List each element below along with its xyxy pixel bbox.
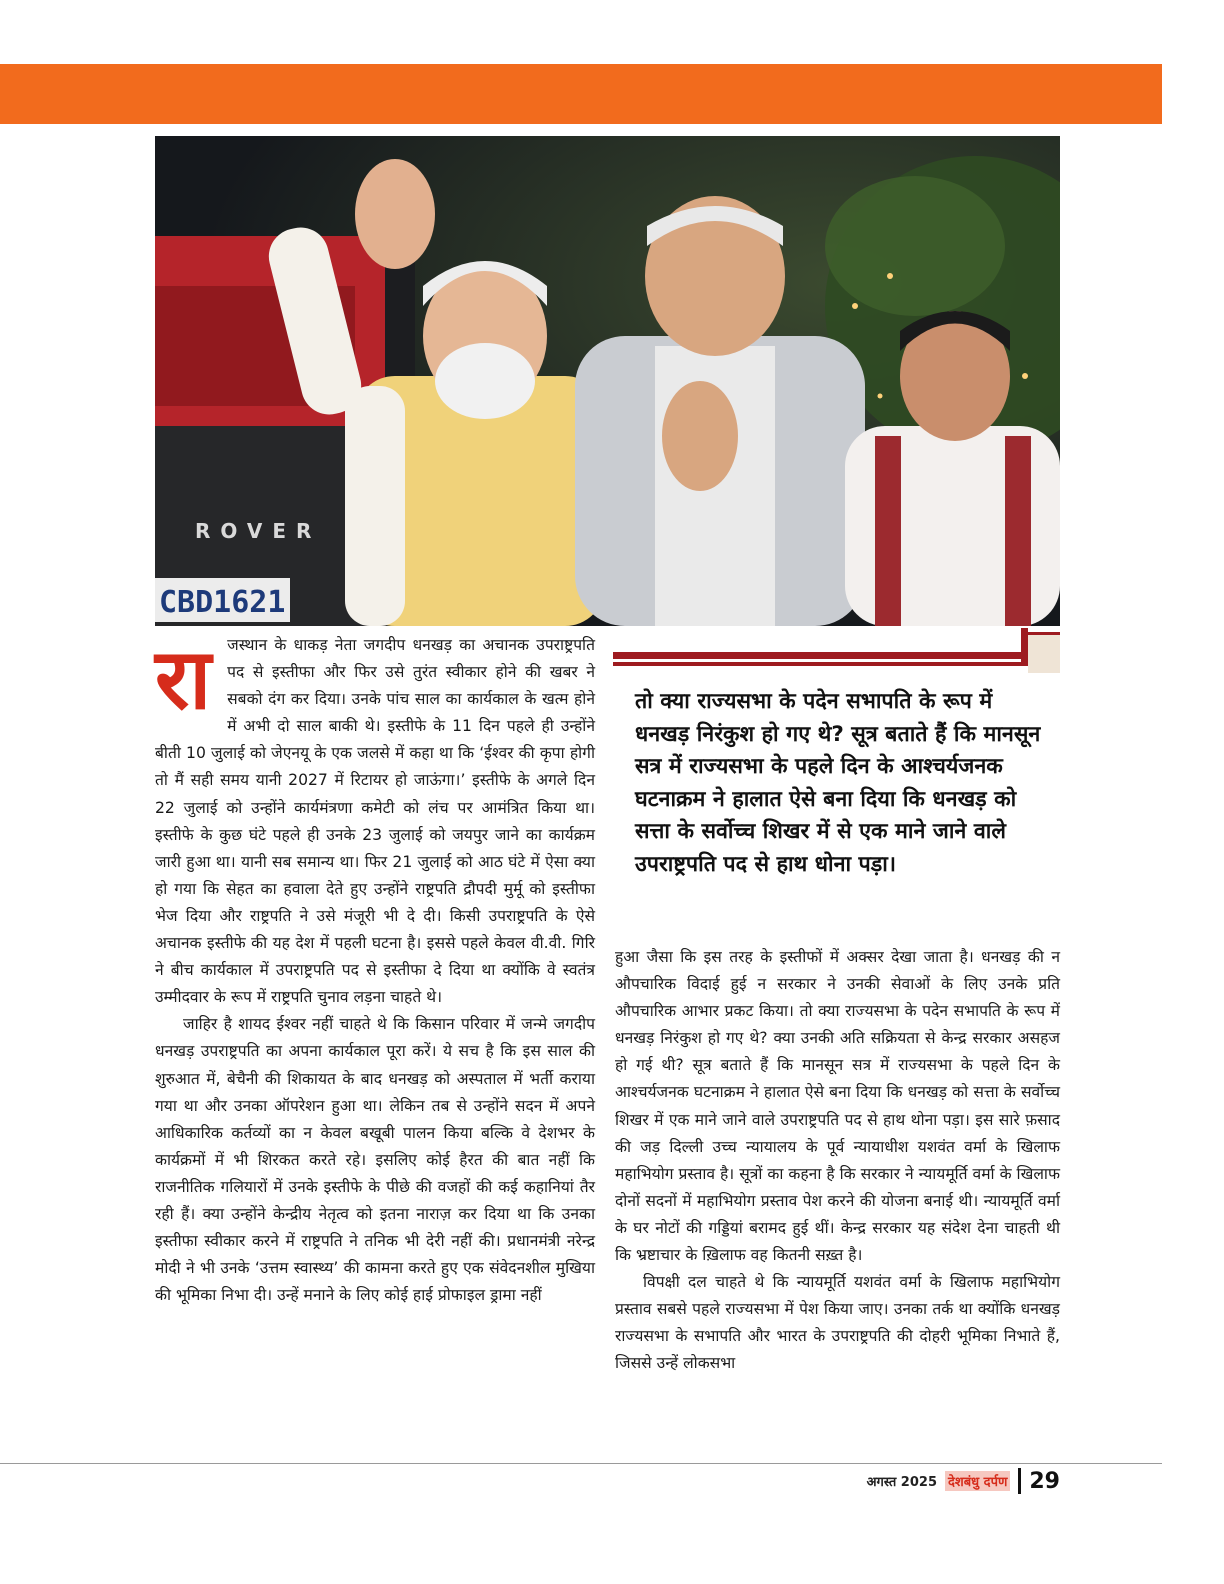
photo-illustration [155,136,1060,626]
paragraph: जाहिर है शायद ईश्वर नहीं चाहते थे कि किसान परिवार में जन्मे जगदीप धनखड़ उपराष्ट्रपति का अपना कार्यकाल पूरा करें। ये सच है कि इस साल की शुरुआत में, बेचैनी की शिकायत के बाद धनखड़ को अस्पताल में भर्ती कराया गया था और उनका ऑपरेशन हुआ था। लेकिन तब से उन्होंने सदन में अपने आधिकारिक कर्तव्यों का न केवल बखूबी पालन किया बल्कि वे देशभर के कार्यक्रमों में भी शिरकत करते रहे। इसलिए कोई हैरत की बात नहीं कि राजनीतिक गलियारों में उनके इस्तीफे के पीछे की वजहों की कई कहानियां तैर रही हैं। क्या उन्होंने केन्द्रीय नेतृत्व को इतना नाराज़ कर दिया था कि उनका इस्तीफा स्वीकार करने में राष्ट्रपति ने तनिक भी देरी नहीं की। प्रधानमंत्री नरेन्द्र मोदी ने भी उनके ‘उत्तम स्वास्थ्य’ की कामना करते हुए एक संवेदनशील मुखिया की भूमिका निभा दी। उन्हें मनाने के लिए कोई हाई प्रोफाइल ड्रामा नहीं [155,1015,595,1305]
footer-separator [1018,1468,1021,1494]
pullquote: तो क्या राज्यसभा के पदेन सभापति के रूप में धनखड़ निरंकुश हो गए थे? सूत्र बताते हैं कि मानसून सत्र में राज्यसभा के पहले दिन के आश्चर्यजनक घटनाक्रम ने हालात ऐसे बना दिया कि धनखड़ को सत्ता के सर्वोच्च शिखर में से एक माने जाने वाले उपराष्ट्रपति पद से हाथ धोना पड़ा। [635,689,1041,877]
footer-rule [0,1463,1162,1464]
article-column-left [155,629,595,1309]
paragraph: विपक्षी दल चाहते थे कि न्यायमूर्ति यशवंत वर्मा के खिलाफ महाभियोग प्रस्ताव सबसे पहले राज्यसभा में पेश किया जाए। उनका तर्क था क्योंकि धनखड़ राज्यसभा के सभापति और भारत के उपराष्ट्रपति की दोहरी भूमिका निभाते हैं, जिससे उन्हें लोकसभा [615,1273,1060,1373]
pullquote-corner [1028,632,1060,673]
license-plate: CBD1621 [159,585,286,620]
page-number: 29 [1029,1468,1060,1494]
article-column-right [615,944,1060,1378]
car-badge: ROVER [195,519,322,543]
magazine-logo: देशबंधु दर्पण [945,1471,1010,1491]
header-band [0,64,1162,124]
pullquote-frame [613,628,1060,672]
paragraph: जस्थान के धाकड़ नेता जगदीप धनखड़ का अचानक उपराष्ट्रपति पद से इस्तीफा और फिर उसे तुरंत स्वीकार होने की खबर ने सबको दंग कर दिया। उनके पांच साल का कार्यकाल के खत्म होने में अभी दो साल बाकी थे। इस्तीफे के 11 दिन पहले ही उन्होंने बीती 10 जुलाई को जेएनयू के एक जलसे में कहा था कि ‘ईश्वर की कृपा होगी तो मैं सही समय यानी 2027 में रिटायर हो जाऊंगा।’ इस्तीफे के अगले दिन 22 जुलाई को उन्होंने कार्यमंत्रणा कमेटी को लंच पर आमंत्रित किया था। इस्तीफे के कुछ घंटे पहले ही उनके 23 जुलाई को जयपुर जाने का कार्यक्रम जारी हुआ था। यानी सब समान्य था। फिर 21 जुलाई को आठ घंटे में ऐसा क्या हो गया कि सेहत का हवाला देते हुए उन्होंने राष्ट्रपति द्रौपदी मुर्मू को इस्तीफा भेज दिया और राष्ट्रपति ने उसे मंजूरी भी दे दी। किसी उपराष्ट्रपति के ऐसे अचानक इस्तीफे की यह देश में पहली घटना है। इससे पहले केवल वी.वी. गिरि ने बीच कार्यकाल में उपराष्ट्रपति पद से इस्तीफा दे दिया था क्योंकि वे स्वतंत्र उम्मीदवार के रूप में राष्ट्रपति चुनाव लड़ना चाहते थे। [155,636,595,1007]
pullquote-rule [613,652,1028,659]
pullquote-rule-vertical [1021,628,1028,666]
dropcap: रा [155,629,212,728]
issue-date: अगस्त 2025 [866,1475,937,1490]
pullquote-rule-thin [613,662,1028,666]
paragraph: हुआ जैसा कि इस तरह के इस्तीफों में अक्सर देखा जाता है। धनखड़ की न औपचारिक विदाई हुई न सरकार ने उनकी सेवाओं के लिए उनके प्रति औपचारिक आभार प्रकट किया। तो क्या राज्यसभा के पदेन सभापति के रूप में धनखड़ निरंकुश हो गए थे? क्या उनकी अति सक्रियता से केन्द्र सरकार असहज हो गई थी? सूत्र बताते हैं कि मानसून सत्र में राज्यसभा के पहले दिन के आश्चर्यजनक घटनाक्रम ने हालात ऐसे बना दिया कि धनखड़ को सत्ता के सर्वोच्च शिखर में एक माने जाने वाले उपराष्ट्रपति पद से हाथ थोना पड़ा। इस सारे फ़साद की जड़ दिल्ली उच्च न्यायालय के पूर्व न्यायाधीश यशवंत वर्मा के खिलाफ महाभियोग प्रस्ताव है। सूत्रों का कहना है कि सरकार ने न्यायमूर्ति वर्मा के खिलाफ दोनों सदनों में महाभियोग प्रस्ताव पेश करने की योजना बनाई थी। न्यायमूर्ति वर्मा के घर नोटों की गड्डियां बरामद हुई थीं। केन्द्र सरकार यह संदेश देना चाहती थी कि भ्रष्टाचार के ख़िलाफ वह कितनी सख़्त है। [615,948,1060,1265]
lead-photo [155,136,1060,626]
page-footer [867,1466,1060,1496]
